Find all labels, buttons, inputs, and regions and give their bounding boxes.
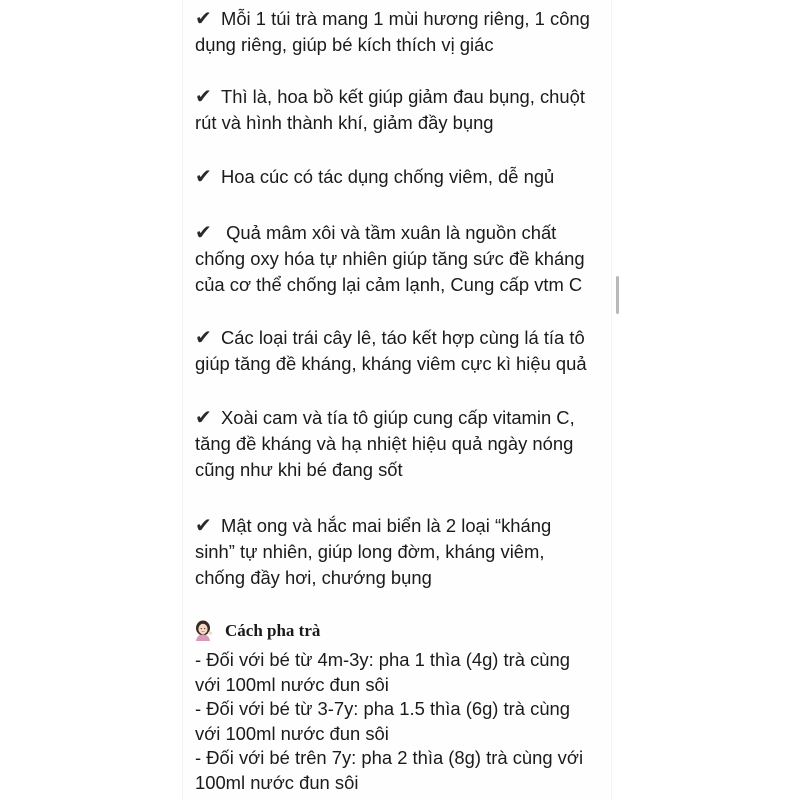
check-icon: ✔ <box>195 327 212 349</box>
step-line: - Đối với bé từ 4m-3y: pha 1 thìa (4g) trà cùng <box>195 649 570 670</box>
benefit-item <box>195 405 613 483</box>
step-line: với 100ml nước đun sôi <box>195 673 389 695</box>
benefit-item <box>195 84 613 136</box>
benefit-line: Mật ong và hắc mai biển là 2 loại “kháng <box>221 515 552 536</box>
check-icon: ✔ <box>195 515 212 537</box>
step-line: - Đối với bé trên 7y: pha 2 thìa (8g) trà cùng với <box>195 747 584 768</box>
benefit-line: tăng đề kháng và hạ nhiệt hiệu quả ngày nóng <box>195 433 574 454</box>
benefit-line: dụng riêng, giúp bé kích thích vị giác <box>195 34 494 55</box>
benefit-line: Thì là, hoa bồ kết giúp giảm đau bụng, chuột <box>221 86 585 107</box>
preparation-title: Cách pha trà <box>225 621 321 640</box>
benefit-line: sinh” tự nhiên, giúp long đờm, kháng viêm, <box>195 541 545 562</box>
check-icon: ✔ <box>195 407 212 429</box>
scrollbar-thumb[interactable] <box>616 276 619 314</box>
preparation-heading <box>193 618 320 644</box>
check-icon: ✔ <box>195 222 212 244</box>
preparation-steps <box>195 648 613 795</box>
benefit-line: giúp tăng đề kháng, kháng viêm cực kì hiệu quả <box>195 353 587 374</box>
benefit-line: Hoa cúc có tác dụng chống viêm, dễ ngủ <box>221 166 555 187</box>
note-page <box>182 0 612 800</box>
step-line: 100ml nước đun sôi <box>195 771 359 793</box>
step-line: với 100ml nước đun sôi <box>195 722 389 744</box>
benefit-line: chống oxy hóa tự nhiên giúp tăng sức đề kháng <box>195 248 585 269</box>
benefit-line: Quả mâm xôi và tầm xuân là nguồn chất <box>221 222 557 243</box>
benefit-item <box>195 325 613 377</box>
benefit-line: Các loại trái cây lê, táo kết hợp cùng lá tía tô <box>221 327 585 348</box>
check-icon: ✔ <box>195 8 212 30</box>
benefit-line: cũng như khi bé đang sốt <box>195 459 403 480</box>
benefit-item <box>195 164 613 190</box>
benefit-item <box>195 6 613 58</box>
benefit-line: Xoài cam và tía tô giúp cung cấp vitamin C, <box>221 407 575 428</box>
benefit-line: Mỗi 1 túi trà mang 1 mùi hương riêng, 1 công <box>221 8 590 29</box>
check-icon: ✔ <box>195 86 212 108</box>
woman-tipping-hand-icon <box>193 619 215 641</box>
step-line: - Đối với bé từ 3-7y: pha 1.5 thìa (6g) trà cùng <box>195 698 570 719</box>
benefit-line: rút và hình thành khí, giảm đầy bụng <box>195 112 494 133</box>
benefit-line: của cơ thể chống lại cảm lạnh, Cung cấp vtm C <box>195 274 583 295</box>
check-icon: ✔ <box>195 166 212 188</box>
benefit-item <box>195 220 613 298</box>
benefit-line: chống đầy hơi, chướng bụng <box>195 567 432 588</box>
benefit-item <box>195 513 613 591</box>
